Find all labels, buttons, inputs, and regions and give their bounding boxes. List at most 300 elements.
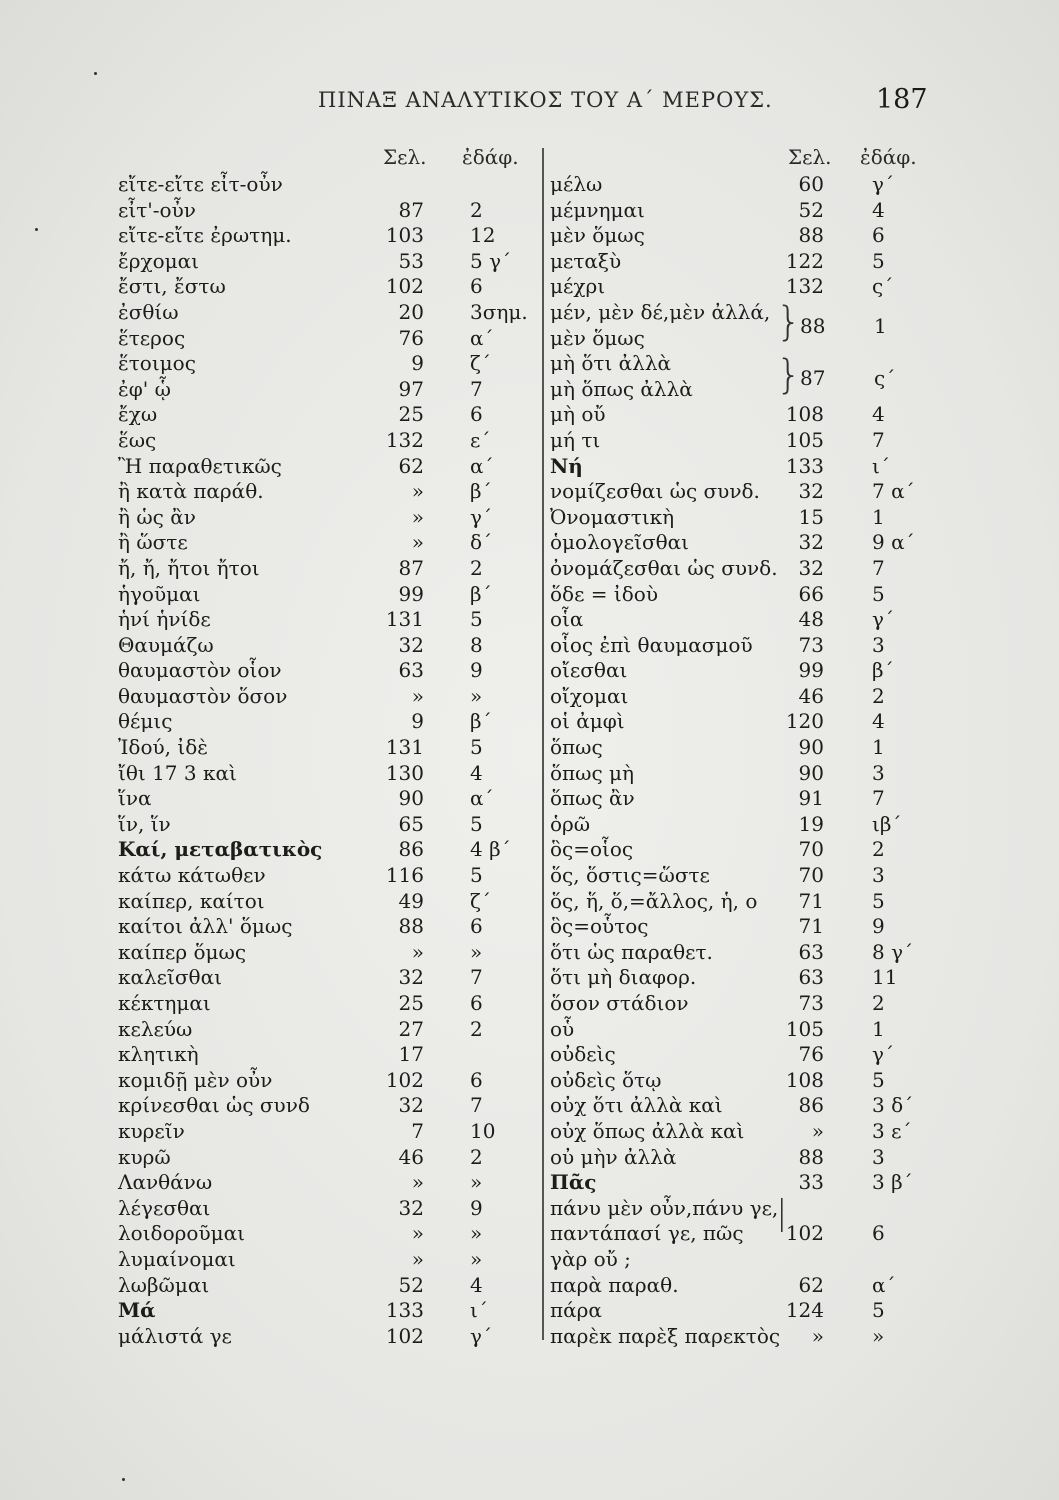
right-index-entry	[550, 1017, 940, 1043]
entry-paragraph: 12	[470, 223, 496, 248]
entry-term: Ὀνομαστικὴ	[550, 504, 675, 529]
entry-page: 133	[385, 1298, 424, 1323]
entry-term: ὁρῶ	[550, 811, 591, 836]
entry-paragraph: α΄	[470, 325, 494, 350]
entry-page: 132	[385, 427, 424, 452]
entry-paragraph: 7 α΄	[872, 479, 915, 504]
entry-paragraph: 3	[872, 760, 885, 785]
entry-paragraph: 1	[872, 504, 885, 529]
entry-page: 33	[798, 1170, 824, 1195]
left-index-entry	[118, 274, 538, 300]
entry-term: ὃς=οἷος	[550, 837, 634, 862]
entry-term: Ἢ παραθετικῶς	[118, 453, 282, 478]
entry-term: πάρα	[550, 1298, 602, 1323]
left-para-column-header: ἐδάφ.	[462, 145, 519, 169]
entry-term: μὲν ὅμως	[550, 223, 645, 248]
entry-term: Θαυμάζω	[118, 632, 214, 657]
entry-term: ἕτερος	[118, 325, 186, 350]
entry-paragraph: »	[872, 1323, 885, 1348]
entry-term: καίπερ, καίτοι	[118, 888, 265, 913]
entry-page: »	[411, 479, 424, 504]
left-index-entry	[118, 607, 538, 633]
entry-page: 102	[785, 1221, 824, 1246]
entry-page: 105	[785, 427, 824, 452]
left-index-entry	[118, 837, 538, 863]
right-index-entry	[550, 274, 940, 300]
entry-term: μέχρι	[550, 274, 606, 299]
entry-page: 32	[398, 632, 424, 657]
entry-page: 90	[798, 735, 824, 760]
right-index-entry	[550, 633, 940, 659]
entry-page: 66	[798, 581, 824, 606]
entry-paragraph: 5	[872, 1067, 885, 1092]
entry-page: 90	[798, 760, 824, 785]
entry-page: 103	[385, 223, 424, 248]
entry-paragraph: 6	[470, 914, 483, 939]
entry-term: οἱ ἀμφὶ	[550, 709, 625, 734]
right-index-entry	[550, 684, 940, 710]
entry-paragraph: 4	[470, 760, 483, 785]
right-index-entry	[550, 530, 940, 556]
running-header	[0, 84, 1059, 118]
header-title: ΠΙΝΑΞ ΑΝΑΛΥΤΙΚΟΣ ΤΟΥ Α΄ ΜΕΡΟΥΣ.	[318, 88, 773, 112]
entry-page: 88	[798, 1144, 824, 1169]
entry-paragraph: 7	[470, 376, 483, 401]
left-index-entry	[118, 582, 538, 608]
entry-term: ἢ κατὰ παράθ.	[118, 479, 264, 504]
entry-paragraph: 3σημ.	[470, 299, 528, 324]
left-index-entry	[118, 658, 538, 684]
entry-page: 131	[385, 607, 424, 632]
left-index-entry	[118, 761, 538, 787]
right-index-entry	[550, 402, 940, 428]
entry-paragraph: 10	[470, 1118, 496, 1143]
entry-term: ἡγοῦμαι	[118, 581, 201, 606]
left-index-entry	[118, 530, 538, 556]
entry-paragraph: 1	[872, 1016, 885, 1041]
entry-term: λωβῶμαι	[118, 1272, 210, 1297]
entry-paragraph: 6	[470, 991, 483, 1015]
right-index-entry	[550, 505, 940, 531]
entry-term: ὅς, ὅστις=ὥστε	[550, 863, 710, 888]
entry-term: ὅσον στάδιον	[550, 991, 689, 1015]
entry-paragraph: 5 γ΄	[470, 248, 512, 273]
entry-term: ὃς=οὗτος	[550, 914, 649, 939]
entry-term: μή τι	[550, 427, 601, 452]
entry-term: παρὲκ παρὲξ παρεκτὸς	[550, 1323, 781, 1348]
left-index-entry	[118, 786, 538, 812]
entry-term: ὅπως μὴ	[550, 760, 635, 785]
entry-page: 27	[398, 1016, 424, 1041]
entry-term: ὅς, ἥ, ὅ,=ἄλλος, ἡ, ο	[550, 888, 758, 913]
entry-paragraph: ζ΄	[470, 351, 491, 376]
entry-term: παρὰ παραθ.	[550, 1272, 679, 1297]
entry-page: 60	[798, 172, 824, 196]
entry-term: ὁμολογεῖσθαι	[550, 530, 689, 555]
entry-term: λέγεσθαι	[118, 1195, 211, 1220]
entry-term: μὴ οὔ	[550, 402, 606, 427]
left-index-entry	[118, 223, 538, 249]
entry-page: 108	[785, 402, 824, 427]
entry-paragraph: 9	[872, 914, 885, 939]
entry-paragraph: 5	[872, 888, 885, 913]
bracket-para: 1	[874, 314, 887, 338]
entry-page: 73	[798, 991, 824, 1015]
entry-paragraph: 2	[470, 1144, 483, 1169]
entry-term: κέκτημαι	[118, 991, 211, 1015]
right-para-column-header: ἐδάφ.	[860, 145, 917, 169]
entry-page: »	[411, 1221, 424, 1246]
entry-paragraph: β΄	[470, 479, 492, 504]
entry-page: 91	[798, 786, 824, 811]
entry-page: »	[811, 1118, 824, 1143]
left-index-entry	[118, 326, 538, 352]
entry-page: 25	[398, 991, 424, 1015]
entry-paragraph: 2	[470, 1016, 483, 1041]
entry-paragraph: ζ΄	[470, 888, 491, 913]
entry-term: ἔρχομαι	[118, 248, 199, 273]
left-index-entry	[118, 300, 538, 326]
entry-page: 17	[398, 1042, 424, 1067]
entry-paragraph: 4	[470, 1272, 483, 1297]
left-index-entry	[118, 1324, 538, 1350]
left-index-entry	[118, 377, 538, 403]
right-index-entry	[550, 1170, 940, 1196]
right-index-entry	[550, 965, 940, 991]
entry-term: μὲν ὅμως	[550, 325, 645, 350]
left-index-entry	[118, 889, 538, 915]
entry-term: οἷος ἐπὶ θαυμασμοῦ	[550, 632, 753, 657]
right-index-entry	[550, 658, 940, 684]
left-index-entry	[118, 1042, 538, 1068]
entry-page: »	[411, 939, 424, 964]
right-index-entry	[550, 1273, 940, 1299]
entry-page: 65	[398, 811, 424, 836]
paper-speck	[35, 228, 38, 231]
entry-page: 108	[785, 1067, 824, 1092]
entry-page: 76	[398, 325, 424, 350]
entry-page: 9	[411, 709, 424, 734]
left-index-entry	[118, 863, 538, 889]
entry-page: 48	[798, 607, 824, 632]
entry-paragraph: »	[470, 683, 483, 708]
entry-paragraph: 6	[872, 1221, 885, 1246]
entry-paragraph: 7	[872, 555, 885, 580]
entry-paragraph: 9 α΄	[872, 530, 915, 555]
left-index-entry	[118, 428, 538, 454]
right-index-entry	[550, 786, 940, 812]
entry-page: 19	[798, 811, 824, 836]
entry-paragraph: γ΄	[872, 1042, 894, 1067]
left-index-entry	[118, 633, 538, 659]
right-index-entry	[550, 223, 940, 249]
entry-term: οὐ μὴν ἀλλὰ	[550, 1144, 677, 1169]
entry-page: 71	[798, 888, 824, 913]
entry-page: 86	[798, 1093, 824, 1118]
left-index-entry	[118, 1017, 538, 1043]
left-index-entry	[118, 812, 538, 838]
entry-page: 46	[398, 1144, 424, 1169]
entry-paragraph: 3	[872, 1144, 885, 1169]
left-index-entry	[118, 1119, 538, 1145]
entry-paragraph: 2	[872, 683, 885, 708]
entry-paragraph: 5	[470, 735, 483, 760]
left-index-entry	[118, 1221, 538, 1247]
right-index-entry	[550, 837, 940, 863]
left-index-entry	[118, 172, 538, 198]
left-index-entry	[118, 1068, 538, 1094]
entry-page: 105	[785, 1016, 824, 1041]
entry-term: μέλω	[550, 172, 603, 196]
entry-term: λυμαίνομαι	[118, 1246, 236, 1271]
entry-paragraph: α΄	[872, 1272, 896, 1297]
left-index-entry	[118, 1170, 538, 1196]
entry-page: »	[411, 1246, 424, 1271]
entry-paragraph: 5	[470, 607, 483, 632]
entry-page: 49	[398, 888, 424, 913]
entry-page: 32	[398, 1195, 424, 1220]
entry-term: ἕως	[118, 427, 157, 452]
right-index-entry	[550, 1221, 940, 1247]
entry-term: θέμις	[118, 709, 173, 734]
left-page-column-header: Σελ.	[383, 145, 427, 169]
entry-term: παντάπασί γε, πῶς	[550, 1221, 744, 1246]
entry-term: ἤ, ἤ, ἤτοι ἤτοι	[118, 555, 260, 580]
right-index-entry	[550, 709, 940, 735]
entry-paragraph: 5	[470, 863, 483, 888]
entry-paragraph: 3	[872, 632, 885, 657]
entry-term: νομίζεσθαι ὡς συνδ.	[550, 479, 760, 504]
right-index-entry	[550, 1298, 940, 1324]
right-index-entry	[550, 428, 940, 454]
right-index-entry	[550, 1196, 940, 1222]
right-index-entry	[550, 1119, 940, 1145]
entry-page: 116	[385, 863, 424, 888]
entry-term: πάνυ μὲν οὖν,πάνυ γε,	[550, 1195, 779, 1220]
entry-page: »	[411, 530, 424, 555]
entry-paragraph: γ΄	[470, 1323, 492, 1348]
entry-term: μέμνημαι	[550, 197, 645, 222]
entry-paragraph: β΄	[470, 709, 492, 734]
entry-page: 70	[798, 837, 824, 862]
entry-page: 124	[785, 1298, 824, 1323]
right-index-entry	[550, 1068, 940, 1094]
left-index-entry	[118, 940, 538, 966]
entry-paragraph: 4 β΄	[470, 837, 511, 862]
entry-term: καίπερ ὅμως	[118, 939, 247, 964]
entry-paragraph: »	[470, 1246, 483, 1271]
entry-term: Μά	[118, 1298, 156, 1323]
entry-page: 32	[798, 530, 824, 555]
entry-page: »	[411, 504, 424, 529]
entry-term: εἶτ'-οὖν	[118, 197, 196, 222]
entry-term: μάλιστά γε	[118, 1323, 232, 1348]
entry-page: 88	[398, 914, 424, 939]
entry-term: καλεῖσθαι	[118, 965, 222, 990]
entry-page: »	[811, 1323, 824, 1348]
entry-term: Καί, μεταβατικὸς	[118, 837, 323, 862]
entry-paragraph: 2	[470, 555, 483, 580]
entry-paragraph: 6	[470, 402, 483, 427]
entry-page: 62	[798, 1272, 824, 1297]
entry-term: ἕτοιμος	[118, 351, 196, 376]
entry-paragraph: 11	[872, 965, 898, 990]
entry-term: ὅπως ἂν	[550, 786, 635, 811]
entry-term: οὐχ ὅπως ἀλλὰ καὶ	[550, 1118, 745, 1143]
entry-paragraph: »	[470, 1170, 483, 1195]
entry-page: 73	[798, 632, 824, 657]
entry-paragraph: 5	[470, 811, 483, 836]
entry-paragraph: 4	[872, 197, 885, 222]
entry-term: κομιδῇ μὲν οὖν	[118, 1067, 273, 1092]
entry-page: 133	[785, 453, 824, 478]
left-index-entry	[118, 709, 538, 735]
entry-page: 62	[398, 453, 424, 478]
entry-term: ἢ ὡς ἂν	[118, 504, 196, 529]
entry-term: ἵν, ἵν	[118, 811, 171, 836]
entry-term: ὅδε = ἰδοὺ	[550, 581, 658, 606]
right-index-column	[550, 172, 940, 1349]
entry-page: 63	[798, 939, 824, 964]
right-index-entry	[550, 454, 940, 480]
entry-paragraph: ε΄	[470, 427, 491, 452]
left-index-entry	[118, 735, 538, 761]
entry-page: 52	[798, 197, 824, 222]
entry-page: 70	[798, 863, 824, 888]
entry-term: θαυμαστὸν ὅσον	[118, 683, 288, 708]
right-index-entry	[550, 735, 940, 761]
entry-term: ὅπως	[550, 735, 603, 760]
entry-paragraph: 5	[872, 1298, 885, 1323]
entry-term: κρίνεσθαι ὡς συνδ	[118, 1093, 310, 1118]
entry-term: οὐδεὶς	[550, 1042, 616, 1067]
entry-paragraph: γ΄	[872, 172, 894, 196]
entry-term: ἴθι 17 3 καὶ	[118, 760, 237, 785]
entry-page: 32	[398, 965, 424, 990]
entry-page: 32	[398, 1093, 424, 1118]
entry-paragraph: 3 δ΄	[872, 1093, 914, 1118]
entry-paragraph: 9	[470, 1195, 483, 1220]
left-index-entry	[118, 1298, 538, 1324]
entry-paragraph: γ΄	[872, 607, 894, 632]
entry-term: κάτω κάτωθεν	[118, 863, 266, 888]
left-index-entry	[118, 1093, 538, 1119]
page-number: 187	[876, 84, 928, 115]
bracket-brace: |	[776, 1193, 788, 1233]
left-index-entry	[118, 556, 538, 582]
entry-page: 15	[798, 504, 824, 529]
entry-term: γὰρ οὔ ;	[550, 1246, 631, 1271]
left-index-entry	[118, 1247, 538, 1273]
entry-term: οὐδεὶς ὅτῳ	[550, 1067, 662, 1092]
entry-term: ἐσθίω	[118, 299, 179, 324]
entry-term: ἔχω	[118, 402, 158, 427]
entry-page: 32	[798, 479, 824, 504]
left-index-entry	[118, 991, 538, 1017]
entry-page: 102	[385, 1323, 424, 1348]
entry-term: Νή	[550, 453, 583, 478]
right-index-entry	[550, 889, 940, 915]
entry-page: 9	[411, 351, 424, 376]
left-index-entry	[118, 454, 538, 480]
left-index-entry	[118, 505, 538, 531]
right-index-entry	[550, 479, 940, 505]
entry-term: ὅτι ὡς παραθετ.	[550, 939, 713, 964]
entry-term: οἷα	[550, 607, 584, 632]
entry-term: κλητικὴ	[118, 1042, 199, 1067]
left-index-entry	[118, 1196, 538, 1222]
entry-page: 46	[798, 683, 824, 708]
entry-term: Λανθάνω	[118, 1170, 213, 1195]
entry-term: Πᾶς	[550, 1170, 597, 1195]
entry-page: 52	[398, 1272, 424, 1297]
entry-paragraph: 7	[470, 965, 483, 990]
entry-paragraph: 3 ε΄	[872, 1118, 912, 1143]
entry-paragraph: γ΄	[470, 504, 492, 529]
entry-page: 122	[785, 248, 824, 273]
entry-term: εἴτε-εἴτε εἶτ-οὖν	[118, 172, 283, 196]
entry-paragraph: 2	[872, 991, 885, 1015]
entry-paragraph: β΄	[470, 581, 492, 606]
entry-term: εἴτε-εἴτε ἐρωτημ.	[118, 223, 292, 248]
right-index-entry	[550, 172, 940, 198]
right-index-entry	[550, 556, 940, 582]
entry-paragraph: 7	[872, 427, 885, 452]
left-index-entry	[118, 1145, 538, 1171]
left-index-entry	[118, 351, 538, 377]
entry-page: 97	[398, 376, 424, 401]
entry-page: »	[411, 1170, 424, 1195]
entry-page: 7	[411, 1118, 424, 1143]
entry-paragraph: α΄	[470, 786, 494, 811]
entry-term: καίτοι ἀλλ' ὅμως	[118, 914, 293, 939]
bracket-brace: }	[776, 299, 802, 345]
bracket-page: 88	[800, 314, 826, 338]
entry-page: 20	[398, 299, 424, 324]
left-index-entry	[118, 479, 538, 505]
entry-paragraph: 1	[872, 735, 885, 760]
entry-page: 102	[385, 274, 424, 299]
entry-paragraph: 6	[470, 274, 483, 299]
entry-term: ἔστι, ἔστω	[118, 274, 226, 299]
right-index-entry	[550, 198, 940, 224]
right-index-entry	[550, 761, 940, 787]
entry-paragraph: 3 β΄	[872, 1170, 913, 1195]
right-index-entry	[550, 1093, 940, 1119]
entry-paragraph: ς΄	[872, 274, 894, 299]
entry-term: κυρῶ	[118, 1144, 171, 1169]
entry-paragraph: 2	[872, 837, 885, 862]
entry-term: οὗ	[550, 1016, 575, 1041]
entry-term: κελεύω	[118, 1016, 193, 1041]
column-divider	[542, 148, 544, 1340]
entry-page: 76	[798, 1042, 824, 1067]
entry-page: 132	[785, 274, 824, 299]
entry-term: ὀνομάζεσθαι ὡς συνδ.	[550, 555, 778, 580]
entry-paragraph: 8 γ΄	[872, 939, 914, 964]
entry-page: »	[411, 683, 424, 708]
right-index-entry	[550, 582, 940, 608]
entry-paragraph: α΄	[470, 453, 494, 478]
entry-term: λοιδοροῦμαι	[118, 1221, 245, 1246]
entry-page: 88	[798, 223, 824, 248]
right-index-entry	[550, 991, 940, 1017]
entry-page: 63	[398, 658, 424, 683]
entry-page: 53	[398, 248, 424, 273]
entry-page: 102	[385, 1067, 424, 1092]
right-index-entry	[550, 1145, 940, 1171]
right-page-column-header: Σελ.	[788, 145, 832, 169]
